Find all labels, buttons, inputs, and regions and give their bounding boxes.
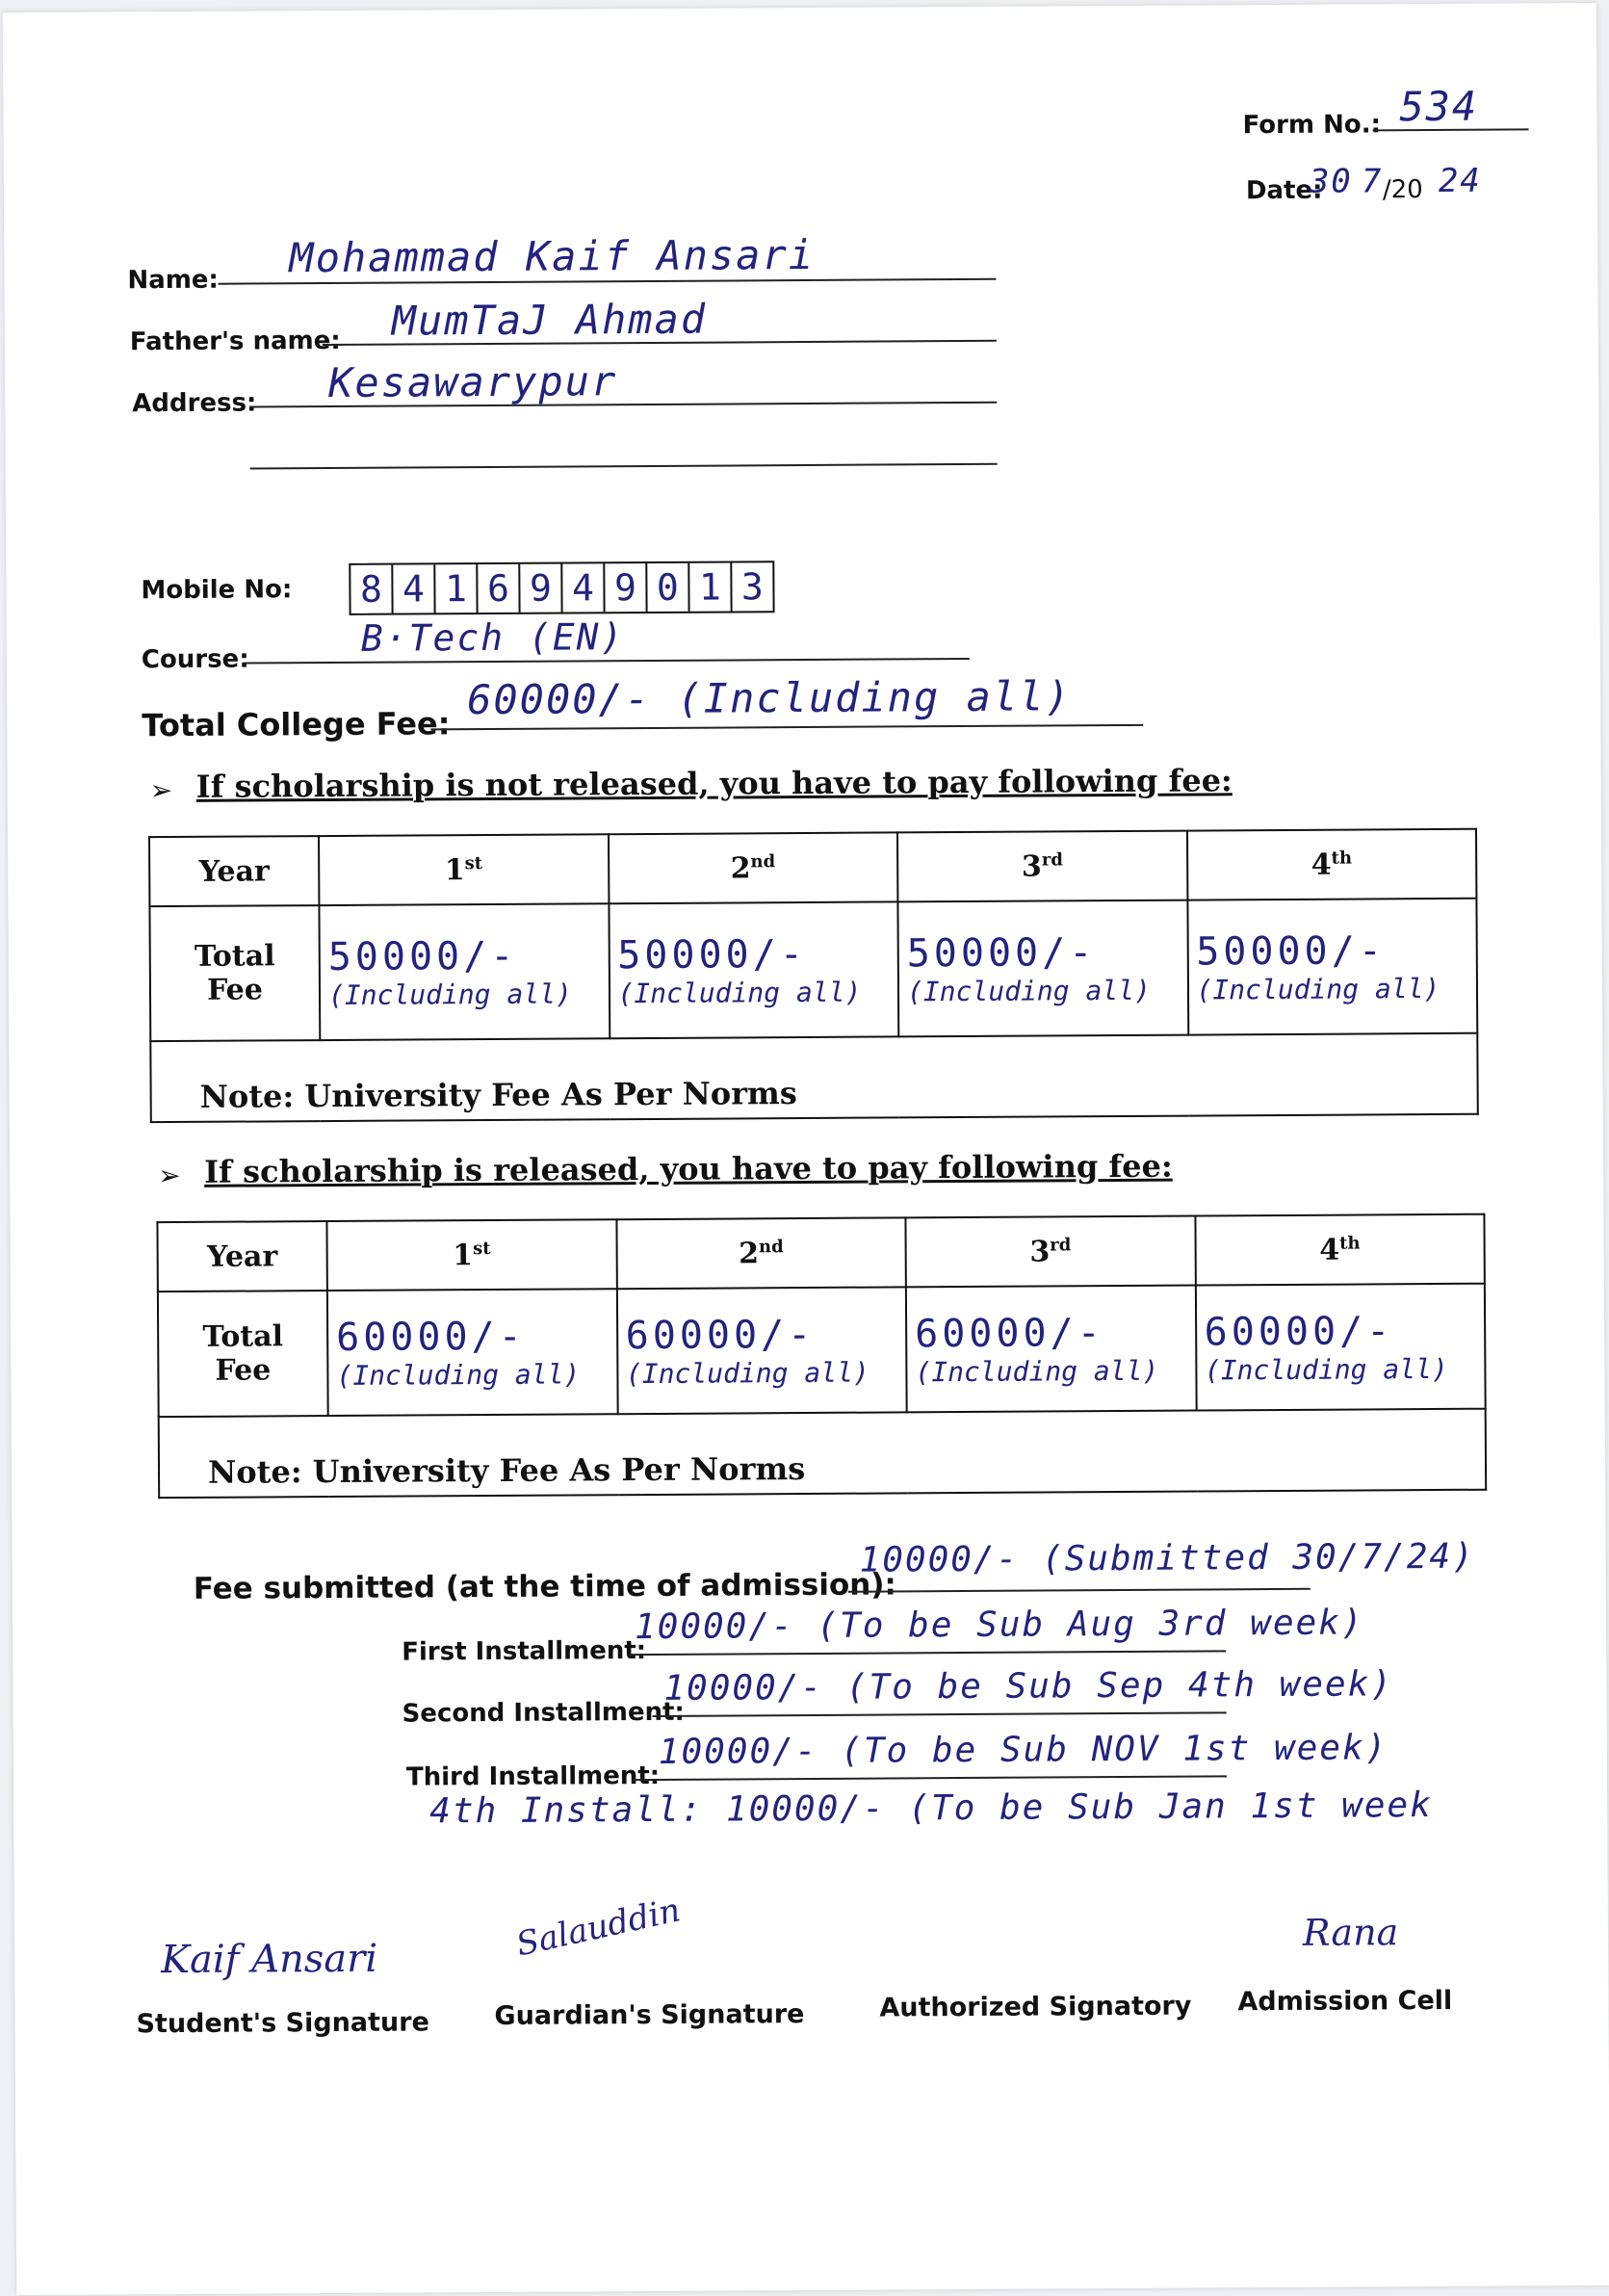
row-label-line: Total (202, 1319, 284, 1354)
year-3-header (905, 1216, 1195, 1288)
fee-amount: 60000/- (1204, 1308, 1394, 1354)
total-fee-row-label (149, 905, 320, 1041)
fee-including: (Including all) (327, 977, 572, 1011)
date-month: 7 (1361, 162, 1384, 201)
total-fee-label: Total College Fee: (142, 705, 451, 744)
course-line (246, 658, 970, 665)
form-no-label: Form No.: (1242, 110, 1382, 141)
year-num: 2 (739, 1236, 760, 1270)
guardian-signature-label: Guardian's Signature (494, 1999, 805, 2031)
year-4-header (1195, 1214, 1485, 1286)
mobile-digit: 4 (562, 563, 605, 612)
fourth-installment-value: 4th Install: 10000/- (To be Sub Jan 1st week (429, 1786, 1433, 1832)
year-sup: rd (1050, 1234, 1072, 1255)
year-2-header (616, 1217, 906, 1289)
year-sup: st (473, 1238, 491, 1259)
fee-including: (Including all) (906, 974, 1151, 1007)
mobile-digit: 4 (393, 564, 435, 613)
course-value: B·Tech (EN) (360, 615, 625, 660)
date-prefix: /20 (1382, 175, 1423, 205)
year-num: 3 (1029, 1234, 1051, 1269)
row-label-line: Total (194, 939, 275, 974)
table2-heading: If scholarship is released, you have to pay following fee: (204, 1147, 1173, 1190)
year-3-header (897, 831, 1187, 902)
year-num: 1 (453, 1238, 474, 1272)
date-day: 30 (1309, 162, 1353, 201)
fee-including: (Including all) (625, 1356, 869, 1390)
year-sup: nd (750, 850, 776, 872)
fee-amount: 50000/- (617, 931, 807, 978)
mobile-digit: 1 (435, 564, 478, 613)
form-no-value: 534 (1399, 82, 1479, 131)
fee-amount: 60000/- (625, 1312, 816, 1358)
year-num: 4 (1319, 1233, 1340, 1267)
year-1-header (319, 834, 609, 905)
admission-cell-label: Admission Cell (1237, 1985, 1453, 2018)
mobile-digit: 9 (605, 563, 647, 612)
fee-cell (319, 903, 609, 1040)
fee-including: (Including all) (1196, 972, 1440, 1006)
year-header: Year (149, 836, 319, 906)
first-installment-value: 10000/- (To be Sub Aug 3rd week) (634, 1603, 1364, 1648)
fee-submitted-value: 10000/- (Submitted 30/7/24) (859, 1536, 1475, 1580)
fee-cell (1187, 899, 1477, 1035)
third-installment-label: Third Installment: (405, 1761, 661, 1792)
total-fee-row-label (158, 1291, 328, 1417)
fee-table-no-scholarship (148, 828, 1479, 1123)
fee-cell (327, 1289, 617, 1416)
row-label-line: Fee (215, 1353, 272, 1388)
mobile-digit: 0 (647, 563, 689, 612)
second-installment-value: 10000/- (To be Sub Sep 4th week) (663, 1664, 1394, 1709)
table2-note: Note: University Fee As Per Norms (159, 1409, 1486, 1498)
arrow-bullet-icon: ➢ (158, 1159, 181, 1192)
name-value: Mohammad Kaif Ansari (289, 230, 816, 282)
fee-amount: 50000/- (906, 929, 1097, 976)
fee-cell (897, 900, 1187, 1037)
student-signature-label: Student's Signature (136, 2007, 429, 2040)
first-installment-label: First Installment: (402, 1636, 647, 1667)
fee-including: (Including all) (336, 1357, 581, 1392)
total-fee-line (430, 724, 1143, 731)
second-installment-label: Second Installment: (402, 1697, 685, 1729)
address-line-2 (250, 463, 998, 470)
year-num: 3 (1021, 849, 1042, 884)
year-header: Year (157, 1221, 326, 1292)
mobile-digit: 1 (689, 562, 732, 611)
student-signature: Kaif Ansari (160, 1936, 378, 1983)
mobile-label: Mobile No: (141, 575, 293, 606)
third-installment-line (634, 1775, 1227, 1781)
fee-cell (616, 1287, 906, 1414)
mobile-digit: 6 (478, 564, 520, 613)
row-label-line: Fee (206, 973, 264, 1007)
year-num: 4 (1311, 848, 1332, 882)
fee-cell (906, 1286, 1196, 1413)
year-num: 1 (444, 852, 465, 887)
fee-including: (Including all) (915, 1354, 1159, 1388)
mobile-digit: 9 (520, 564, 562, 613)
table1-note: Note: University Fee As Per Norms (150, 1033, 1477, 1122)
table1-heading: If scholarship is not released, you have to pay following fee: (195, 762, 1233, 805)
year-1-header (326, 1219, 616, 1291)
form-page (3, 3, 1609, 2295)
fee-submitted-label: Fee submitted (at the time of admission): (193, 1567, 896, 1606)
father-label: Father's name: (129, 326, 341, 357)
year-sup: th (1331, 848, 1353, 869)
fee-including: (Including all) (1204, 1352, 1448, 1386)
date-label: Date: (1245, 175, 1323, 206)
fee-including: (Including all) (617, 976, 862, 1009)
fee-cell (1195, 1284, 1485, 1411)
admission-cell-signature: Rana (1302, 1911, 1399, 1954)
total-fee-value: 60000/- (Including all) (466, 672, 1072, 724)
year-sup: th (1339, 1232, 1361, 1254)
father-value: MumTaJ Ahmad (391, 295, 708, 345)
authorized-signatory-label: Authorized Signatory (879, 1991, 1192, 2023)
mobile-digit-boxes (349, 561, 774, 615)
guardian-signature: Salauddin (512, 1891, 685, 1965)
mobile-digit: 8 (350, 565, 393, 613)
mobile-digit: 3 (740, 565, 765, 609)
address-label: Address: (132, 388, 257, 419)
third-installment-value: 10000/- (To be Sub NOV 1st week) (658, 1728, 1388, 1772)
year-num: 2 (730, 850, 751, 885)
first-installment-line (629, 1650, 1226, 1656)
second-installment-line (653, 1711, 1227, 1717)
year-4-header (1186, 829, 1476, 900)
fee-amount: 60000/- (336, 1314, 526, 1360)
name-label: Name: (127, 265, 220, 296)
year-sup: nd (758, 1236, 784, 1257)
course-label: Course: (141, 644, 249, 675)
fee-amount: 60000/- (915, 1310, 1104, 1356)
fee-submitted-line (848, 1588, 1311, 1593)
date-year: 24 (1438, 161, 1482, 200)
address-value: Kesawarypur (327, 357, 618, 407)
fee-cell (609, 901, 898, 1038)
year-sup: rd (1041, 848, 1063, 871)
arrow-bullet-icon: ➢ (149, 774, 173, 807)
fee-amount: 50000/- (327, 933, 518, 979)
year-sup: st (464, 852, 483, 874)
fee-amount: 50000/- (1196, 927, 1386, 975)
year-2-header (609, 832, 898, 903)
fee-table-scholarship (156, 1213, 1487, 1499)
